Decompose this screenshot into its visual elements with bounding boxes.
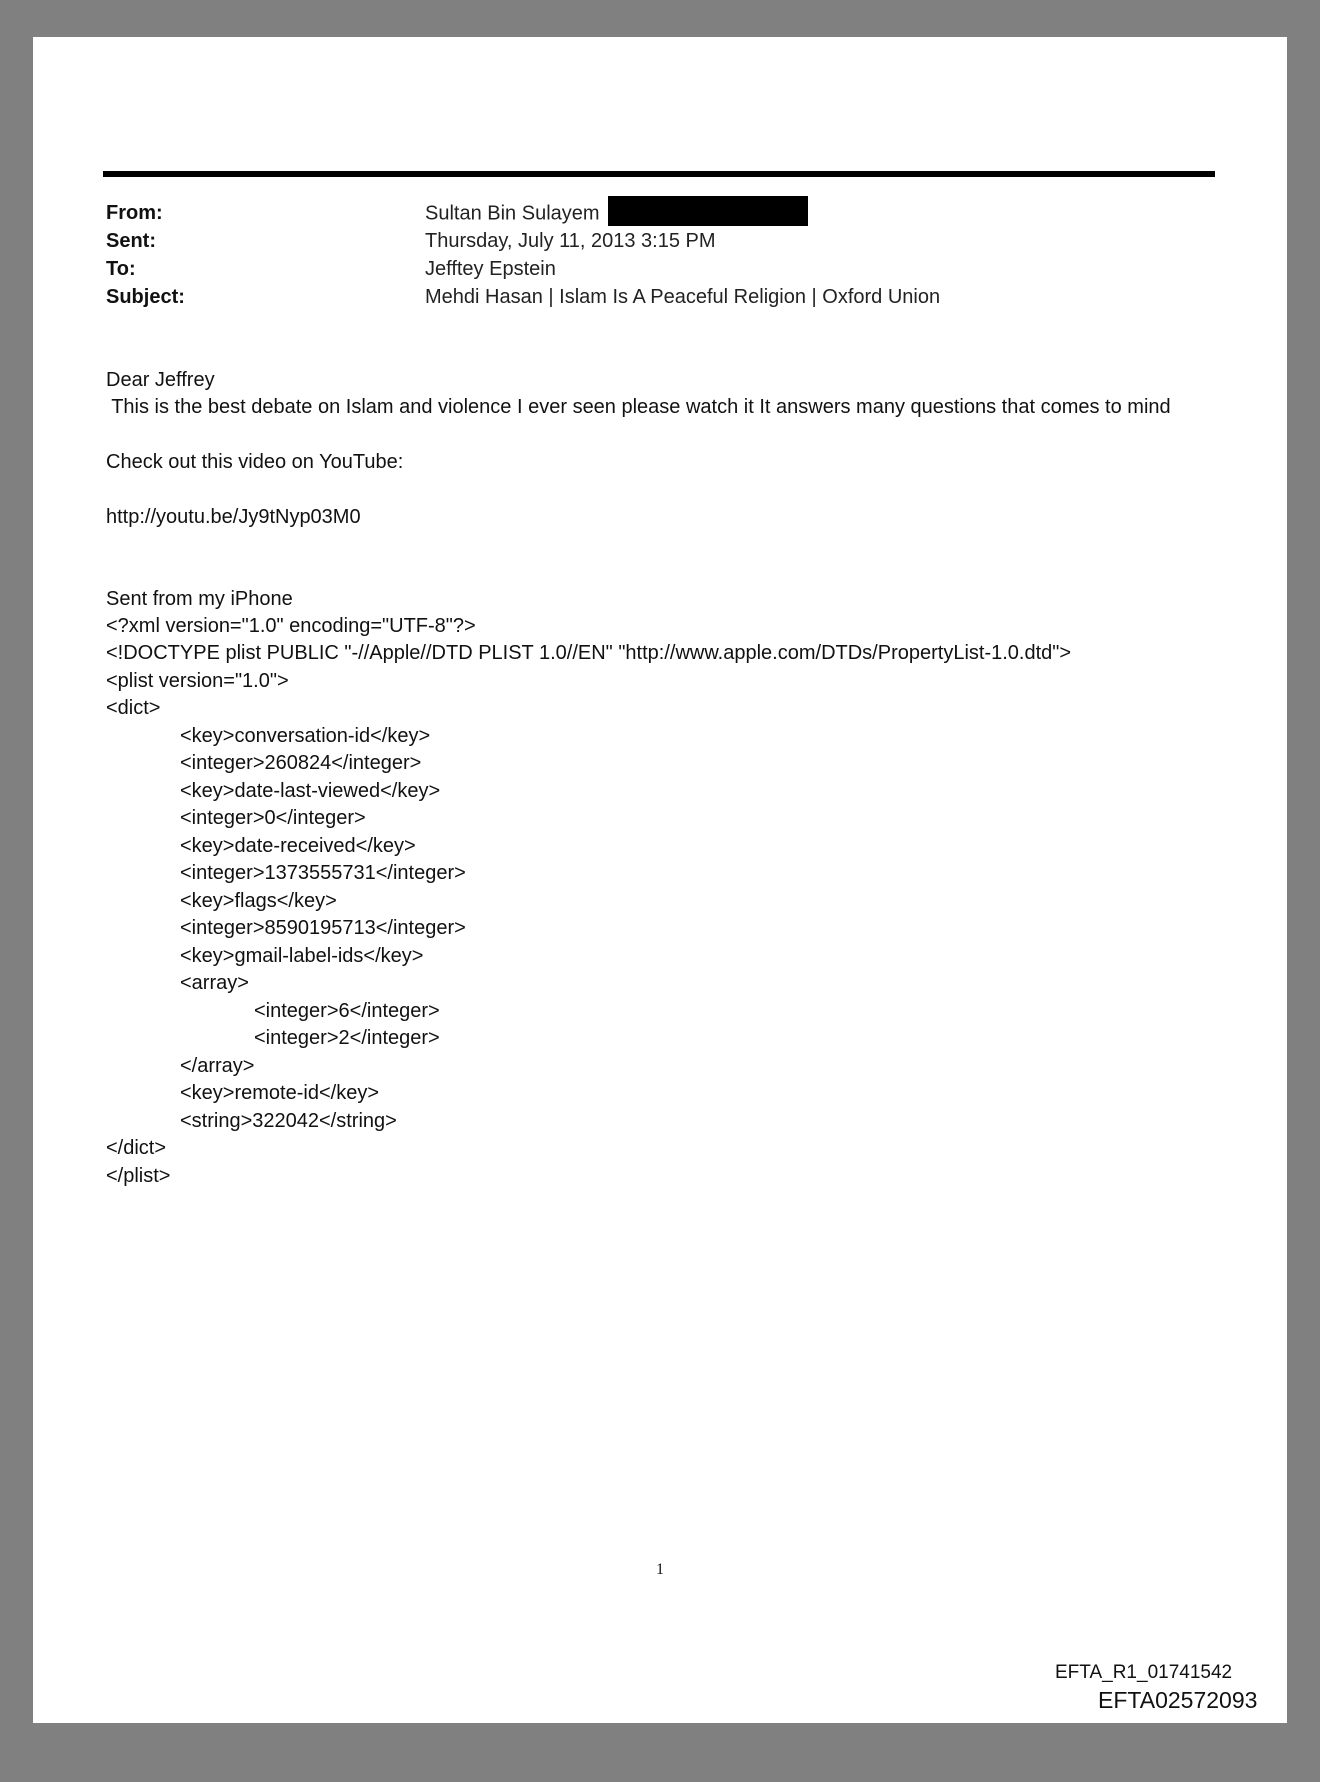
from-value: Sultan Bin Sulayem	[425, 202, 600, 225]
xml-line: <integer>8590195713</integer>	[180, 917, 466, 939]
xml-line: <integer>1373555731</integer>	[180, 862, 466, 884]
subject-label: Subject:	[106, 286, 185, 308]
signature: Sent from my iPhone	[106, 588, 293, 610]
xml-line: <key>date-last-viewed</key>	[180, 780, 441, 802]
redaction-block	[608, 196, 808, 226]
xml-line: <integer>6</integer>	[254, 1000, 440, 1022]
xml-line: </plist>	[106, 1165, 171, 1187]
xml-line: <string>322042</string>	[180, 1110, 397, 1132]
xml-line: </dict>	[106, 1137, 167, 1159]
xml-line: <dict>	[106, 697, 161, 719]
xml-line: <integer>2</integer>	[254, 1027, 440, 1049]
xml-line: <!DOCTYPE plist PUBLIC "-//Apple//DTD PLIST 1.0//EN" "http://www.apple.com/DTDs/PropertyList-1.0.dtd">	[106, 642, 1072, 664]
xml-line: <key>date-received</key>	[180, 835, 416, 857]
xml-line: <?xml version="1.0" encoding="UTF-8"?>	[106, 615, 476, 637]
to-label: To:	[106, 258, 136, 280]
bates-stamp-2: EFTA02572093	[1098, 1687, 1258, 1713]
header-rule	[103, 171, 1215, 177]
from-label: From:	[106, 202, 163, 224]
xml-line: <key>remote-id</key>	[180, 1082, 379, 1104]
xml-line: <integer>0</integer>	[180, 807, 366, 829]
xml-line: <array>	[180, 972, 249, 994]
sent-value: Thursday, July 11, 2013 3:15 PM	[425, 230, 716, 252]
xml-line: <key>flags</key>	[180, 890, 337, 912]
xml-line: <plist version="1.0">	[106, 670, 289, 692]
video-intro: Check out this video on YouTube:	[106, 451, 404, 473]
message-text: This is the best debate on Islam and violence I ever seen please watch it It answers many questions that comes to mind	[106, 396, 1171, 418]
greeting: Dear Jeffrey	[106, 369, 215, 391]
xml-line: <key>conversation-id</key>	[180, 725, 431, 747]
sent-label: Sent:	[106, 230, 156, 252]
xml-line: <integer>260824</integer>	[180, 752, 422, 774]
page-number: 1	[656, 1561, 664, 1578]
from-value-wrap	[425, 199, 808, 229]
xml-line: <key>gmail-label-ids</key>	[180, 945, 424, 967]
video-link: http://youtu.be/Jy9tNyp03M0	[106, 506, 361, 528]
xml-line: </array>	[180, 1055, 255, 1077]
subject-value: Mehdi Hasan | Islam Is A Peaceful Religion | Oxford Union	[425, 286, 941, 308]
to-value: Jefftey Epstein	[425, 258, 556, 280]
document-page	[33, 37, 1287, 1723]
bates-stamp-1: EFTA_R1_01741542	[1055, 1662, 1233, 1683]
